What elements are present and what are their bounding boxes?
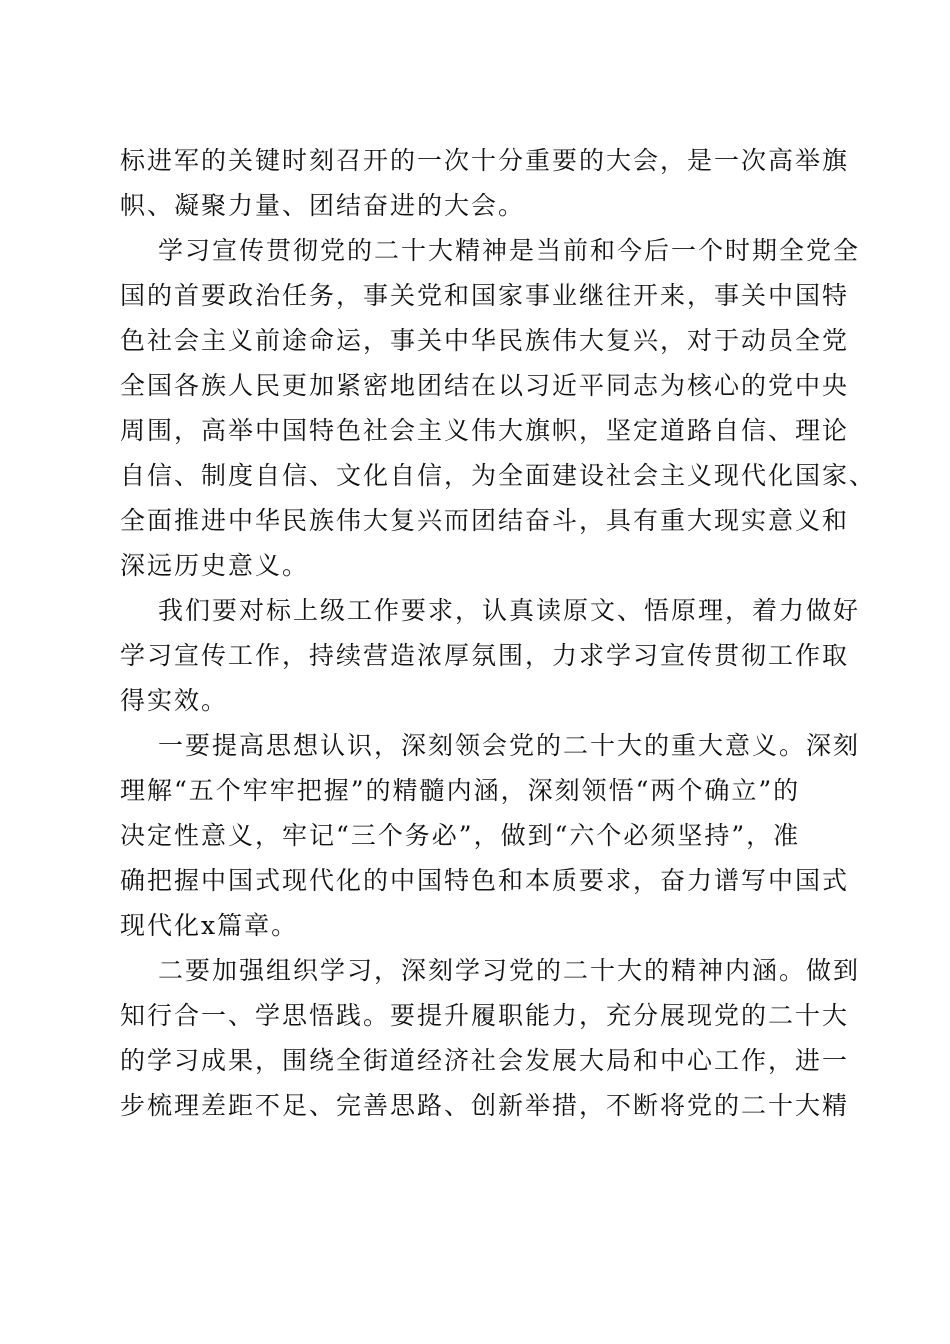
text-line: 得实效。 <box>120 686 229 715</box>
text-line: 深远历史意义。 <box>120 551 310 580</box>
paragraph-4 <box>120 723 861 948</box>
text-line: 我们要对标上级工作要求，认真读原文、悟原理，着力做好 <box>158 596 861 625</box>
text-line: 学习宣传贯彻党的二十大精神是当前和今后一个时期全党全 <box>158 236 861 265</box>
text-line: 自信、制度自信、文化自信，为全面建设社会主义现代化国家、 <box>120 461 877 490</box>
text-line: 的学习成果，围绕全街道经济社会发展大局和中心工作，进一 <box>120 1046 850 1075</box>
text-line: 一要提高思想认识，深刻领会党的二十大的重大意义。深刻 <box>158 731 861 760</box>
paragraph-1 <box>120 138 850 228</box>
text-line: 决定性意义，牢记“三个务必”，做到“六个必须坚持”，准 <box>120 821 801 850</box>
paragraph-5 <box>120 948 861 1128</box>
text-line: 周围，高举中国特色社会主义伟大旗帜，坚定道路自信、理论 <box>120 416 850 445</box>
text-line: 步梳理差距不足、完善思路、创新举措，不断将党的二十大精 <box>120 1091 850 1120</box>
text-line: 国的首要政治任务，事关党和国家事业继往开来，事关中国特 <box>120 281 850 310</box>
document-body <box>120 138 877 1128</box>
paragraph-2 <box>120 228 877 588</box>
text-line: 色社会主义前途命运，事关中华民族伟大复兴，对于动员全党 <box>120 326 850 355</box>
text-line: 全国各族人民更加紧密地团结在以习近平同志为核心的党中央 <box>120 371 850 400</box>
text-line: 标进军的关键时刻召开的一次十分重要的大会，是一次高举旗 <box>120 146 850 175</box>
text-line: 现代化x篇章。 <box>120 911 299 940</box>
paragraph-3 <box>120 588 861 723</box>
text-line: 理解“五个牢牢把握”的精髓内涵，深刻领悟“两个确立”的 <box>120 776 801 805</box>
text-line: 知行合一、学思悟践。要提升履职能力，充分展现党的二十大 <box>120 1001 850 1030</box>
text-line: 二要加强组织学习，深刻学习党的二十大的精神内涵。做到 <box>158 956 861 985</box>
text-line: 全面推进中华民族伟大复兴而团结奋斗，具有重大现实意义和 <box>120 506 850 535</box>
text-line: 确把握中国式现代化的中国特色和本质要求，奋力谱写中国式 <box>120 866 850 895</box>
text-line: 帜、凝聚力量、团结奋进的大会。 <box>120 191 526 220</box>
text-line: 学习宣传工作，持续营造浓厚氛围，力求学习宣传贯彻工作取 <box>120 641 850 670</box>
